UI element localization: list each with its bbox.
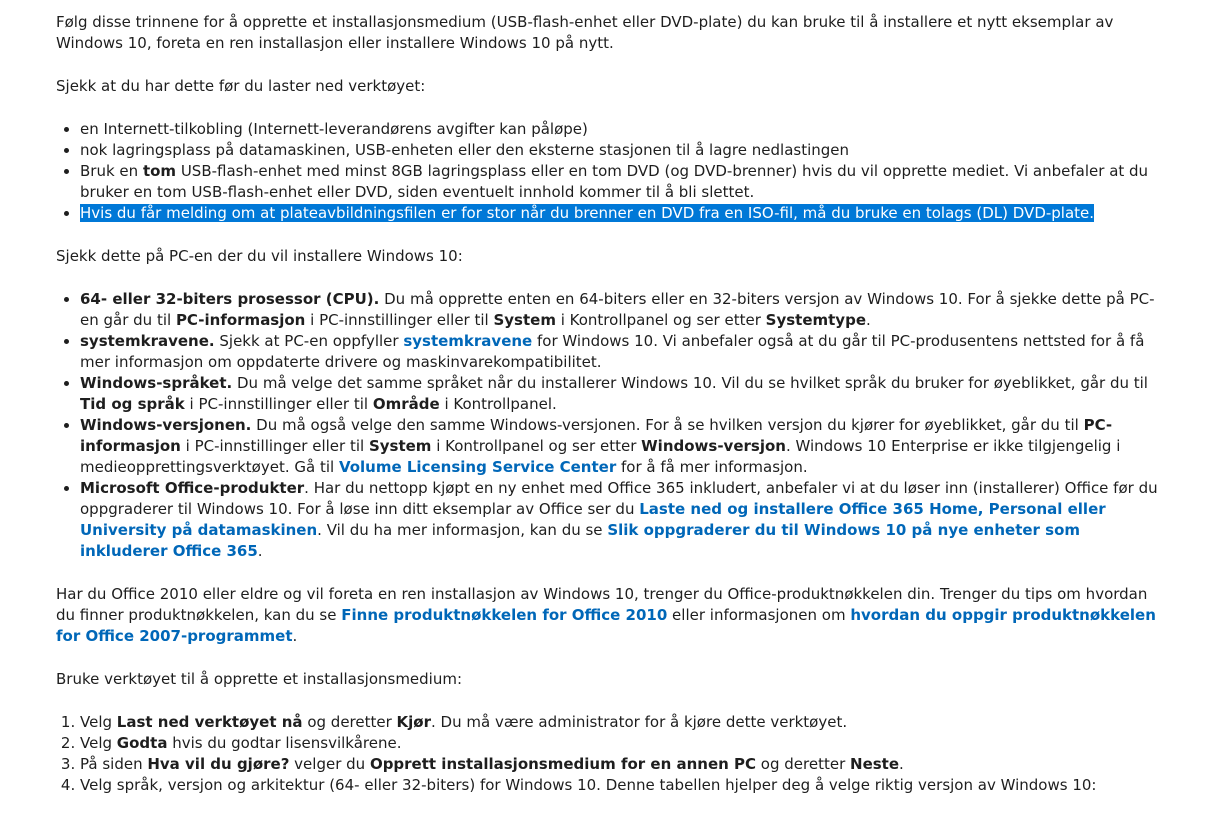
step-item: 4. Velg språk, versjon og arkitektur (64- eller 32-biters) for Windows 10. Denne tabellen hjelper deg å velge riktig versjon av Windows 10: — [80, 775, 1166, 796]
find-product-key-link[interactable]: Finne produktnøkkelen for Office 2010 — [341, 606, 668, 624]
list-item: • nok lagringsplass på datamaskinen, USB-enheten eller den eksterne stasjonen til å lagre nedlastingen — [80, 140, 1166, 161]
enter-product-key-link[interactable]: hvordan du oppgir produktnøkkelen for Office 2007-programmet — [56, 606, 1156, 645]
check-before-heading: Sjekk at du har dette før du laster ned verktøyet: — [56, 77, 426, 95]
system-requirements-link[interactable]: systemkravene — [403, 332, 533, 350]
list-item-cpu: • 64- eller 32-biters prosessor (CPU). Du må opprette enten en 64-biters eller en 32-biters versjon av Windows 10. For å sjekke dette på PC-en går du til PC-informasjon i PC-innstillinger eller til System i Kontrollpanel og ser etter Systemtype. — [80, 289, 1166, 331]
step-item: 2. Velg Godta hvis du godtar lisensvilkårene. — [80, 733, 1166, 754]
before-download-list — [56, 119, 1166, 224]
step-item: 1. Velg Last ned verktøyet nå og deretter Kjør. Du må være administrator for å kjøre dette verktøyet. — [80, 712, 1166, 733]
pc-requirements-list — [56, 289, 1166, 562]
list-item-edition: • Windows-versjonen. Du må også velge den samme Windows-versjonen. For å se hvilken versjon du kjører for øyeblikket, går du til PC-informasjon i PC-innstillinger eller til System i Kontrollpanel og ser etter Windows-versjon. Windows 10 Enterprise er ikke tilgjengelig i medieopprettingsverktøyet. Gå til Volume Licensing Service Center for å få mer informasjon. — [80, 415, 1166, 478]
install-office-link[interactable]: Laste ned og installere Office 365 Home, Personal eller University på datamaskinen — [80, 500, 1106, 539]
list-item: • Bruk en tom USB-flash-enhet med minst 8GB lagringsplass eller en tom DVD (og DVD-brenner) hvis du vil opprette mediet. Vi anbefaler at du bruker en tom USB-flash-enhet eller DVD, siden eventuelt innhold kommer til å bli slettet. — [80, 161, 1166, 203]
list-item: • en Internett-tilkobling (Internett-leverandørens avgifter kan påløpe) — [80, 119, 1166, 140]
article-body — [56, 12, 1166, 818]
list-item-selected — [80, 203, 1166, 224]
tool-steps-list — [56, 712, 1166, 796]
list-item-system-requirements: • systemkravene. Sjekk at PC-en oppfyller systemkravene for Windows 10. Vi anbefaler også at du går til PC-produsentens nettsted for å få mer informasjon om oppdaterte drivere og maskinvarekompatibilitet. — [80, 331, 1166, 373]
selected-text: Hvis du får melding om at plateavbildningsfilen er for stor når du brenner en DVD fra en ISO-fil, må du bruke en tolags (DL) DVD-plate. — [80, 204, 1095, 222]
step-item: 3. På siden Hva vil du gjøre? velger du Opprett installasjonsmedium for en annen PC og deretter Neste. — [80, 754, 1166, 775]
list-item-language: • Windows-språket. Du må velge det samme språket når du installerer Windows 10. Vil du se hvilket språk du bruker for øyeblikket, går du til Tid og språk i PC-innstillinger eller til Område i Kontrollpanel. — [80, 373, 1166, 415]
volume-licensing-link[interactable]: Volume Licensing Service Center — [338, 458, 617, 476]
intro-paragraph: Følg disse trinnene for å opprette et installasjonsmedium (USB-flash-enhet eller DVD-plate) du kan bruke til å installere et nytt eksemplar av Windows 10, foreta en ren installasjon eller installere Windows 10 på nytt. — [56, 13, 1114, 52]
check-pc-heading: Sjekk dette på PC-en der du vil installere Windows 10: — [56, 247, 463, 265]
upgrade-office-link[interactable]: Slik oppgraderer du til Windows 10 på nye enheter som inkluderer Office 365 — [80, 521, 1081, 560]
tool-heading: Bruke verktøyet til å opprette et installasjonsmedium: — [56, 670, 463, 688]
office-paragraph: Har du Office 2010 eller eldre og vil foreta en ren installasjon av Windows 10, trenger du Office-produktnøkkelen din. Trenger du tips om hvordan du finner produktnøkkelen, kan du se Finne produktnøkkelen for Office 2010 eller informasjonen om hvordan du oppgir produktnøkkelen for Office 2007-programmet. — [56, 585, 1156, 645]
list-item-office: • Microsoft Office-produkter. Har du nettopp kjøpt en ny enhet med Office 365 inkludert, anbefaler vi at du løser inn (installerer) Office før du oppgraderer til Windows 10. For å løse inn ditt eksemplar av Office ser du Laste ned og installere Office 365 Home, Personal eller University på datamaskinen. Vil du ha mer informasjon, kan du se Slik oppgraderer du til Windows 10 på nye enheter som inkluderer Office 365. — [80, 478, 1166, 562]
